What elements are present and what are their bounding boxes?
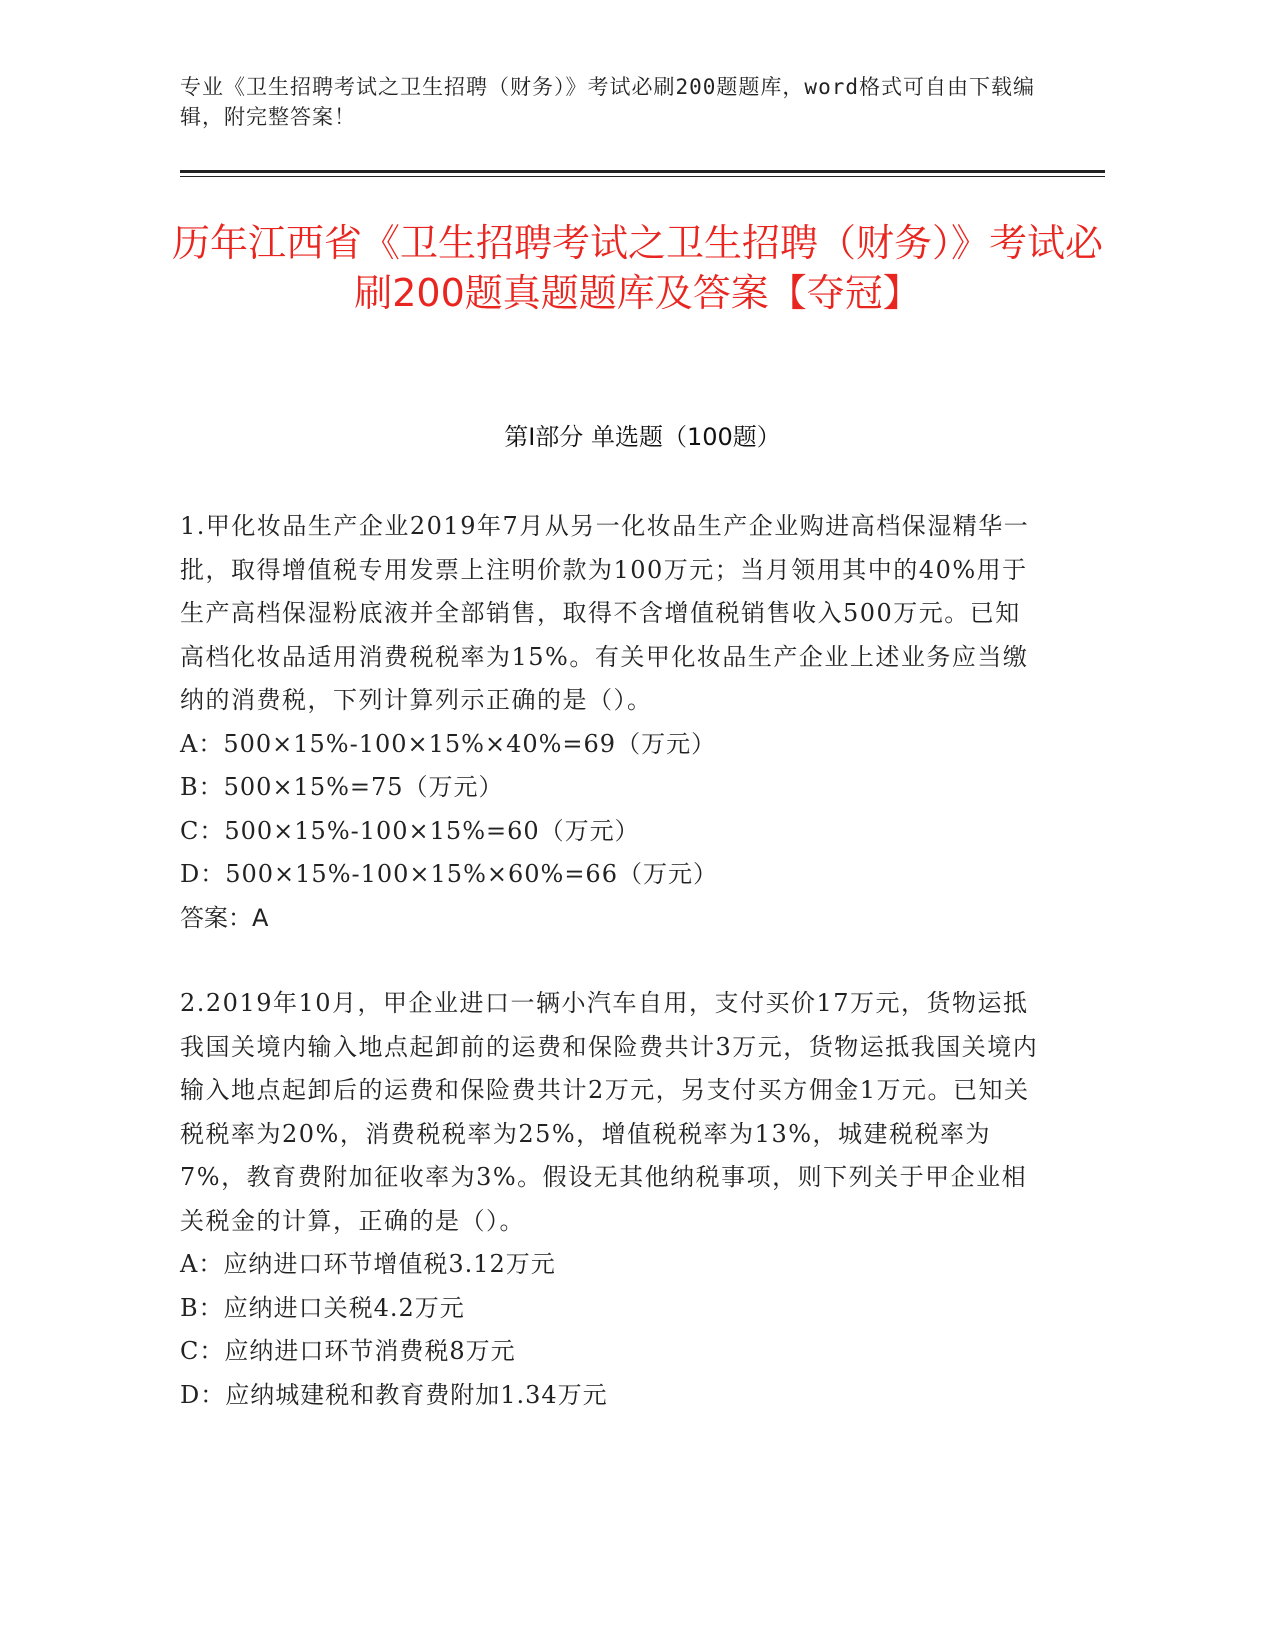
section-heading: 第Ⅰ部分 单选题（100题） — [504, 423, 781, 451]
question-stem: 1.甲化妆品生产企业2019年7月从另一化妆品生产企业购进高档保湿精华一批，取得增值税专用发票上注明价款为100万元；当月领用其中的40%用于生产高档保湿粉底液并全部销售，取得不含增值税销售收入500万元。已知高档化妆品适用消费税税率为15%。有关甲化妆品生产企业上述业务应当缴纳的消费税，下列计算列示正确的是（）。 — [180, 512, 1030, 714]
header-divider-thick — [180, 170, 1105, 173]
option-d: D：500×15%-100×15%×60%=66（万元） — [180, 860, 718, 888]
option-c: C：应纳进口环节消费税8万元 — [180, 1337, 516, 1365]
option-a: A：500×15%-100×15%×40%=69（万元） — [180, 729, 717, 758]
question-2 — [180, 982, 1040, 1417]
option-c: C：500×15%-100×15%=60（万元） — [180, 816, 640, 845]
option-b: B：500×15%=75（万元） — [180, 773, 504, 801]
option-b: B：应纳进口关税4.2万元 — [180, 1293, 465, 1322]
option-a: A：应纳进口环节增值税3.12万元 — [180, 1250, 556, 1278]
document-title: 历年江西省《卫生招聘考试之卫生招聘（财务）》考试必刷200题真题题库及答案【夺冠】 — [171, 221, 1103, 315]
question-1 — [180, 505, 1040, 940]
header-note: 专业《卫生招聘考试之卫生招聘（财务）》考试必刷200题题库，word格式可自由下载编辑，附完整答案！ — [180, 75, 1035, 129]
option-d: D：应纳城建税和教育费附加1.34万元 — [180, 1380, 608, 1409]
question-stem: 2.2019年10月，甲企业进口一辆小汽车自用，支付买价17万元，货物运抵我国关境内输入地点起卸前的运费和保险费共计3万元，货物运抵我国关境内输入地点起卸后的运费和保险费共计2万元，另支付买方佣金1万元。已知关税税率为20%，消费税税率为25%，增值税税率为13%，城建税税率为7%，教育费附加征收率为3%。假设无其他纳税事项，则下列关于甲企业相关税金的计算，正确的是（）。 — [180, 989, 1039, 1235]
header-divider-thin — [180, 176, 1105, 177]
answer: 答案：A — [180, 903, 269, 932]
